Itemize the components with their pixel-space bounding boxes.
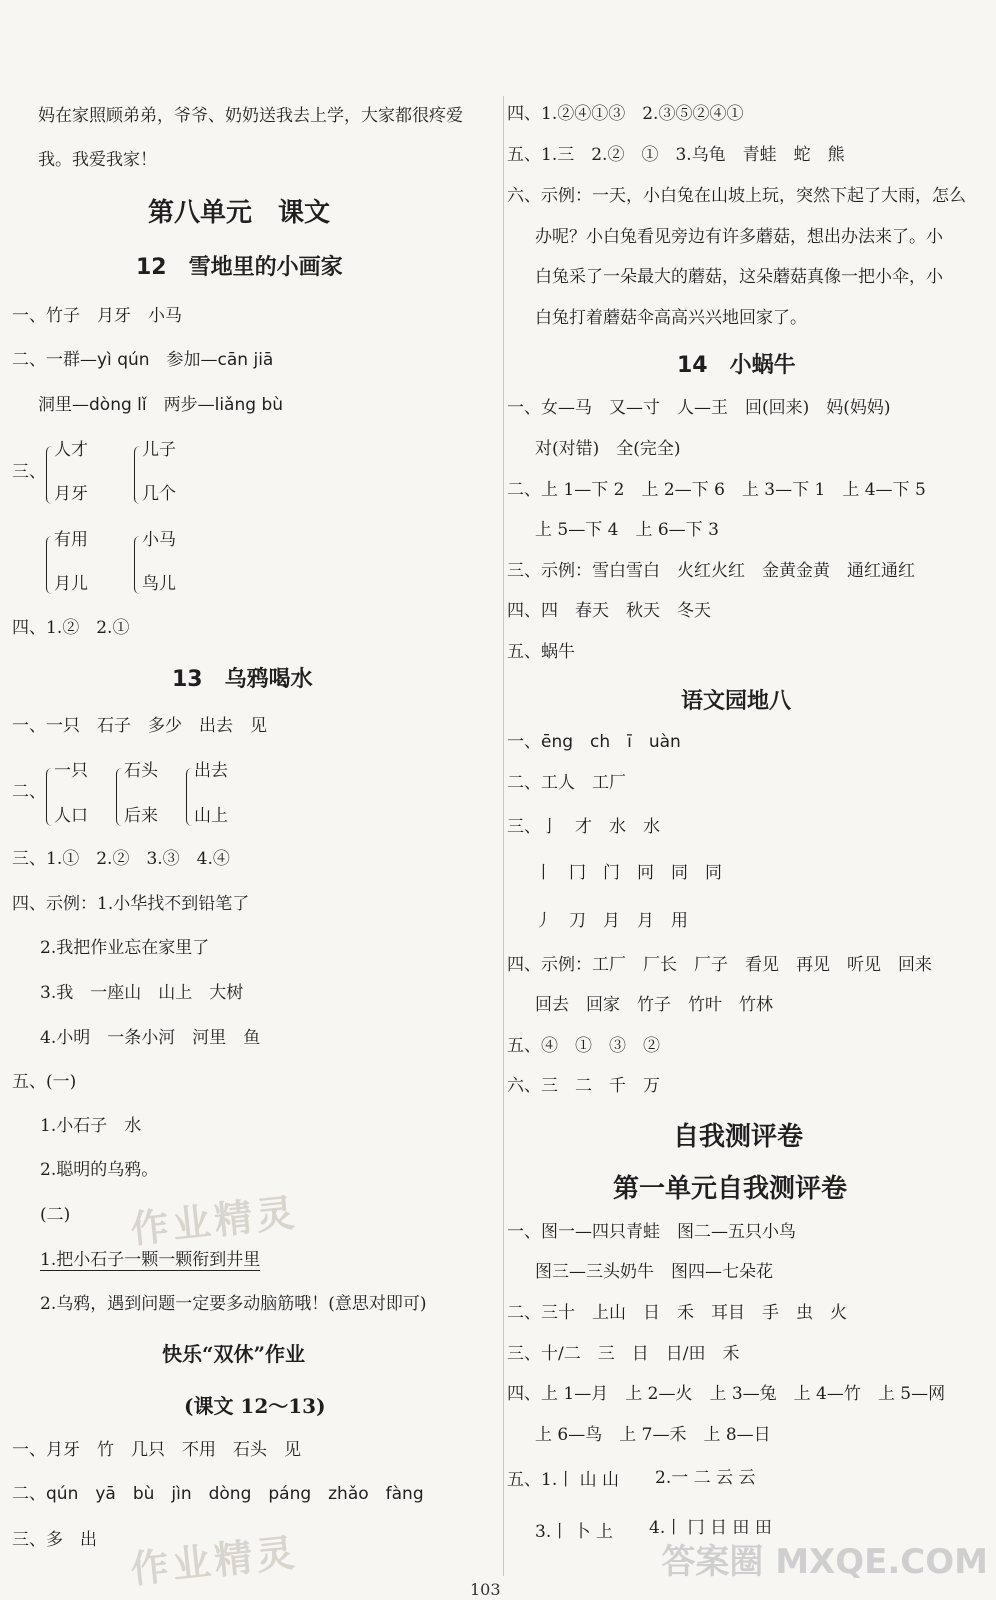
l14-q5: 五、蜗牛 [507, 642, 575, 662]
g-q2: 二、工人 工厂 [507, 773, 626, 793]
lesson13-title: 13 乌鸦喝水 [172, 667, 313, 692]
l13-q5-sub2: (二) [40, 1205, 71, 1225]
l12-q1: 一、竹子 月牙 小马 [12, 306, 182, 326]
lesson12-title: 12 雪地里的小画家 [136, 255, 343, 280]
l13-q5: 五、(一) [12, 1072, 77, 1092]
l14-q2-2: 上 5—下 4 上 6—下 3 [535, 520, 719, 540]
l12-q2-row2: 洞里—dòng lǐ 两步—liǎng bù [38, 395, 284, 415]
page-number: 103 [470, 1580, 501, 1599]
l13-q1: 一、一只 石子 多少 出去 见 [12, 716, 267, 736]
g-q6: 六、三 二 千 万 [507, 1076, 660, 1096]
t-q4-1: 四、上 1—月 上 2—火 上 3—兔 上 4—竹 上 5—网 [507, 1384, 946, 1404]
word: 月牙 [54, 484, 88, 504]
weekend-subtitle: (课文 12～13) [184, 1394, 326, 1418]
g-q3-3: 丿 刀 月 月 用 [535, 911, 688, 931]
word: 几个 [142, 484, 176, 504]
wk-q3: 三、多 出 [12, 1530, 97, 1550]
l13-q2-label: 二、 [12, 782, 46, 802]
l13-q4-2: 2.我把作业忘在家里了 [40, 938, 210, 958]
l14-q1-2: 对(对错) 全(完全) [535, 439, 681, 459]
r-q6-4: 白兔打着蘑菇伞高高兴兴地回家了。 [535, 308, 807, 328]
unit-title: 第八单元 课文 [148, 198, 331, 228]
weekend-title: 快乐“双休”作业 [162, 1342, 306, 1366]
wk-q1: 一、月牙 竹 几只 不用 石头 见 [12, 1440, 301, 1460]
l14-q4: 四、四 春天 秋天 冬天 [507, 601, 711, 621]
g-q3-1: 三、亅 才 水 水 [507, 817, 660, 837]
l13-q4-1: 四、示例：1.小华找不到铅笔了 [12, 894, 250, 914]
g-q4-1: 四、示例：工厂 厂长 厂子 看见 再见 听见 回来 [507, 955, 932, 975]
l14-q1-1: 一、女—马 又—寸 人—王 回(回来) 妈(妈妈) [507, 398, 891, 418]
g-q5: 五、④ ① ③ ② [507, 1036, 660, 1056]
r-q6-2: 办呢？小白兔看见旁边有许多蘑菇，想出办法来了。小 [535, 227, 943, 247]
intro-line-1: 妈在家照顾弟弟，爷爷、奶奶送我去上学，大家都很疼爱 [38, 106, 463, 126]
t-q1-2: 图三—三头奶牛 图四—七朵花 [535, 1262, 773, 1282]
wk-q2: 二、qún yā bù jìn dòng páng zhǎo fàng [12, 1484, 424, 1504]
t-q5-3: 3.丨 卜 上 [535, 1522, 614, 1542]
garden-title: 语文园地八 [681, 689, 792, 714]
intro-line-2: 我。我爱我家！ [38, 150, 157, 170]
l13-q5-1: 1.小石子 水 [40, 1116, 142, 1136]
word: 山上 [194, 806, 228, 826]
word: 石头 [124, 761, 158, 781]
t-q2: 二、三十 上山 日 禾 耳目 手 虫 火 [507, 1303, 847, 1323]
word: 人才 [54, 440, 88, 460]
t-q4-2: 上 6—鸟 上 7—禾 上 8—日 [535, 1425, 771, 1445]
r-q4: 四、1.②④①③ 2.③⑤②④① [507, 104, 744, 124]
right-column [507, 0, 993, 1600]
word: 一只 [54, 761, 88, 781]
word: 人口 [54, 806, 88, 826]
l12-q3-label: 三、 [12, 462, 46, 482]
l12-q4: 四、1.② 2.① [12, 618, 130, 638]
l13-q3: 三、1.① 2.② 3.③ 4.④ [12, 849, 230, 869]
watermark: 作业精灵 [128, 1189, 301, 1252]
selftest-title: 自我测评卷 [673, 1122, 804, 1152]
word: 儿子 [142, 440, 176, 460]
t-q3: 三、十/二 三 日 日/田 禾 [507, 1344, 740, 1364]
l13-q5-3: 1.把小石子一颗一颗衔到井里 [40, 1250, 261, 1270]
unit1-test-title: 第一单元自我测评卷 [613, 1174, 848, 1204]
lesson14-title: 14 小蜗牛 [677, 353, 796, 378]
l13-q4-4: 4.小明 一条小河 河里 鱼 [40, 1028, 261, 1048]
l14-q3: 三、示例：雪白雪白 火红火红 金黄金黄 通红通红 [507, 561, 915, 581]
g-q4-2: 回去 回家 竹子 竹叶 竹林 [535, 995, 773, 1015]
r-q5: 五、1.三 2.② ① 3.乌龟 青蛙 蛇 熊 [507, 145, 845, 165]
l13-q4-3: 3.我 一座山 山上 大树 [40, 983, 244, 1003]
column-divider [503, 96, 504, 1576]
l14-q2-1: 二、上 1—下 2 上 2—下 6 上 3—下 1 上 4—下 5 [507, 480, 926, 500]
word: 月儿 [54, 574, 88, 594]
word: 后来 [124, 806, 158, 826]
left-column [10, 0, 480, 1600]
word: 出去 [194, 761, 228, 781]
word: 有用 [54, 530, 88, 550]
t-q1-1: 一、图一—四只青蛙 图二—五只小鸟 [507, 1222, 796, 1242]
l12-q2-row1: 二、一群—yì qún 参加—cān jiā [12, 350, 274, 370]
t-q5-4: 4.丨 冂 日 田 田 [649, 1518, 772, 1538]
word: 鸟儿 [142, 574, 176, 594]
g-q3-2: 丨 冂 门 冋 同 同 [535, 863, 722, 883]
watermark: 作业精灵 [128, 1529, 301, 1592]
l13-q5-4: 2.乌鸦，遇到问题一定要多动脑筋哦！(意思对即可) [40, 1294, 427, 1314]
t-q5-1: 五、1.丨 山 山 [507, 1470, 620, 1490]
r-q6-3: 白兔采了一朵最大的蘑菇，这朵蘑菇真像一把小伞，小 [535, 267, 943, 287]
r-q6-1: 六、示例：一天，小白兔在山坡上玩，突然下起了大雨，怎么 [507, 186, 966, 206]
word: 小马 [142, 530, 176, 550]
l13-q5-2: 2.聪明的乌鸦。 [40, 1160, 159, 1180]
g-q1: 一、ēng ch ī uàn [507, 732, 681, 752]
t-q5-2: 2.一 二 云 云 [655, 1468, 756, 1488]
corner-watermark-logo: 答案圈 MXQE.COM [661, 1542, 988, 1582]
